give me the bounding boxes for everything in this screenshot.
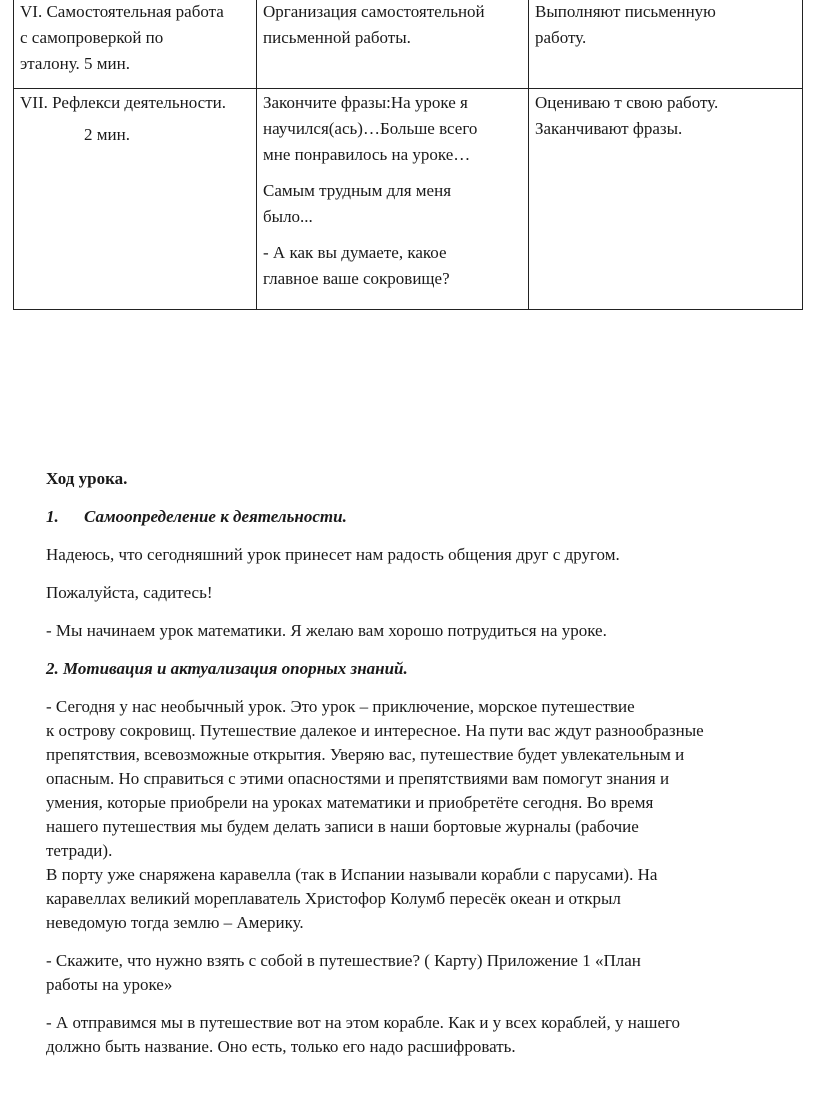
paragraph: Пожалуйста, садитесь! xyxy=(46,583,213,602)
cell-text: было... xyxy=(263,207,313,226)
student-activity-cell xyxy=(529,0,803,89)
cell-text: Оцениваю т свою работу. xyxy=(535,93,719,112)
cell-text: Заканчивают фразы. xyxy=(535,119,683,138)
lesson-plan-table xyxy=(13,0,803,310)
teacher-activity-cell xyxy=(257,89,529,310)
text-line: неведомую тогда землю – Америку. xyxy=(46,913,304,932)
paragraph: Надеюсь, что сегодняшний урок принесет нам радость общения друг с другом. xyxy=(46,545,620,564)
lesson-heading: Ход урока. xyxy=(46,469,128,488)
text-line: работы на уроке» xyxy=(46,975,173,994)
cell-text: научился(ась)…Больше всего xyxy=(263,119,478,138)
table-row xyxy=(14,0,803,89)
section-number: 1. xyxy=(46,507,59,526)
text-line: В порту уже снаряжена каравелла (так в Испании называли корабли с парусами). На xyxy=(46,865,658,884)
text-line: должно быть название. Оно есть, только его надо расшифровать. xyxy=(46,1037,516,1056)
cell-text: с самопроверкой по xyxy=(20,28,164,47)
student-activity-cell xyxy=(529,89,803,310)
cell-text: VI. Самостоятельная работа xyxy=(20,2,224,21)
text-line: нашего путешествия мы будем делать записи в наши бортовые журналы (рабочие xyxy=(46,817,639,836)
cell-text: - А как вы думаете, какое xyxy=(263,243,447,262)
text-line: - Скажите, что нужно взять с собой в путешествие? ( Карту) Приложение 1 «План xyxy=(46,951,641,970)
cell-text: работу. xyxy=(535,28,587,47)
cell-text: письменной работы. xyxy=(263,28,411,47)
text-line: - А отправимся мы в путешествие вот на этом корабле. Как и у всех кораблей, у нашего xyxy=(46,1013,681,1032)
cell-text: главное ваше сокровище? xyxy=(263,269,450,288)
cell-text: мне понравилось на уроке… xyxy=(263,145,471,164)
section-heading: 2. Мотивация и актуализация опорных знаний. xyxy=(46,659,408,678)
lesson-body xyxy=(46,467,781,1059)
cell-text: Закончите фразы:На уроке я xyxy=(263,93,468,112)
cell-text: Организация самостоятельной xyxy=(263,2,485,21)
section-heading xyxy=(46,505,781,529)
teacher-activity-cell xyxy=(257,0,529,89)
paragraph xyxy=(46,949,781,997)
text-line: препятствия, всевозможные открытия. Уверяю вас, путешествие будет увлекательным и xyxy=(46,745,685,764)
cell-text: Выполняют письменную xyxy=(535,2,716,21)
paragraph: - Мы начинаем урок математики. Я желаю вам хорошо потрудиться на уроке. xyxy=(46,621,607,640)
cell-text: эталону. 5 мин. xyxy=(20,54,130,73)
text-line: умения, которые приобрели на уроках математики и приобретёте сегодня. Во время xyxy=(46,793,654,812)
section-title: Самоопределение к деятельности. xyxy=(84,507,347,526)
stage-cell xyxy=(14,89,257,310)
text-line: к острову сокровищ. Путешествие далекое и интересное. На пути вас ждут разнообразные xyxy=(46,721,704,740)
paragraph xyxy=(46,1011,781,1059)
text-line: каравеллах великий мореплаватель Христофор Колумб пересёк океан и открыл xyxy=(46,889,621,908)
table-row xyxy=(14,89,803,310)
stage-cell xyxy=(14,0,257,89)
paragraph xyxy=(46,695,781,935)
cell-text: Самым трудным для меня xyxy=(263,181,452,200)
text-line: - Сегодня у нас необычный урок. Это урок – приключение, морское путешествие xyxy=(46,697,635,716)
text-line: тетради). xyxy=(46,841,113,860)
stage-duration: 2 мин. xyxy=(84,125,130,144)
cell-text: VII. Рефлекси деятельности. xyxy=(20,93,227,112)
text-line: опасным. Но справиться с этими опасностями и препятствиями вам помогут знания и xyxy=(46,769,670,788)
